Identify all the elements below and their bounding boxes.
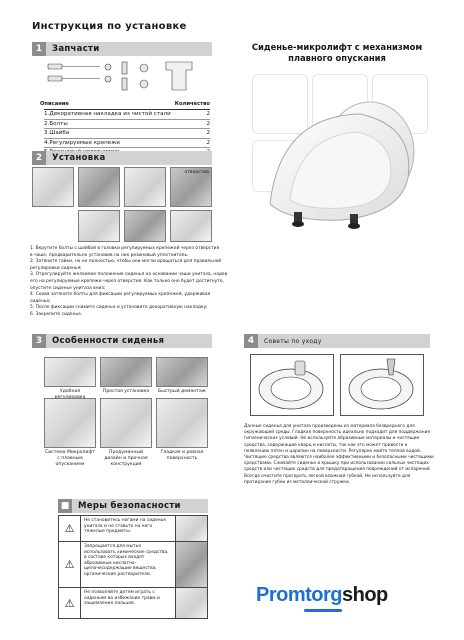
feature-caption: Удобная <box>59 389 81 394</box>
install-step-line: опустите сиденье унитаза вниз; <box>30 285 106 291</box>
install-step-line: 4. Снова затяните болты для фиксации регулируемых крепежей, удерживая сиденье; <box>30 292 211 304</box>
parts-row <box>44 139 210 149</box>
parts-drawing <box>40 58 200 98</box>
feature-caption: Быстрый демонтаж <box>158 389 206 394</box>
install-step-line: 3. Отрегулируйте желаемое положение сиденья на основании чаши унитаза, надев <box>30 272 228 278</box>
parts-row <box>44 120 210 130</box>
safety-table <box>58 515 208 619</box>
install-photo-4 <box>170 167 212 207</box>
install-photo-2 <box>78 167 120 207</box>
care-text-line: средств или чистящих средств для предотвращения повреждений от испарений. <box>244 467 432 473</box>
section-4-title: Советы по уходу <box>264 337 322 345</box>
safety-photo-1 <box>175 516 207 541</box>
hinge-right-base <box>348 223 360 229</box>
sponge <box>295 361 305 375</box>
section-2-header <box>32 151 212 165</box>
section-4-number: 4 <box>244 334 258 348</box>
install-photo-7 <box>170 210 212 242</box>
section-1-number: 1 <box>32 42 46 56</box>
install-photo-3 <box>124 167 166 207</box>
parts-table-header <box>40 101 210 107</box>
install-photo-5 <box>78 210 120 242</box>
install-step-line: его на регулируемые крепежи через отверстия. Как только оно будет достигнуто, <box>30 278 224 284</box>
safety-photo-2 <box>175 542 207 587</box>
brand-logo-part-1: Promtorg <box>256 584 342 606</box>
feature-photo-2 <box>100 357 152 387</box>
warning-icon: ⚠ <box>59 542 81 587</box>
hinge-right <box>350 214 358 224</box>
toilet-seat-illustration <box>250 96 430 236</box>
warning-icon: ⚠ <box>59 588 81 618</box>
safety-text: Запрещается для мытья использовать химические средства, в составе которых входят абразивные кислотно-щелочесодержащие вещества, органические растворители. <box>84 544 169 577</box>
hole-label: отверстие <box>184 170 209 175</box>
install-photo-6 <box>124 210 166 242</box>
install-step-line: регулировки сиденья; <box>30 265 82 271</box>
safety-row <box>59 588 207 618</box>
brand-logo <box>256 584 388 607</box>
seat-hinge <box>166 62 192 90</box>
part-qty: 2 <box>206 130 210 137</box>
feature-caption: Простая установка <box>102 389 150 394</box>
install-step-line: 2. Затяните гайки, но не полностью, чтобы они могли вращаться для правильной <box>30 259 222 265</box>
section-4-header <box>244 334 430 348</box>
care-text-line: Данные сиденья для унитаза произведены из материала безвредного для <box>244 424 415 429</box>
safety-row <box>59 542 207 588</box>
care-text-line: Чистящие средства являются наиболее эффективными и безопасными чистящими <box>244 455 434 461</box>
feature-photo-5 <box>100 398 152 448</box>
feature-caption: Система Микролифт с плавным опусканием <box>45 450 95 467</box>
part-name: 4.Регулируемые крепежи <box>44 139 120 146</box>
care-drawing-1 <box>251 355 333 415</box>
part-qty: 2 <box>206 111 210 117</box>
feature-caption: Продуманный дизайн и прочная конструкция <box>104 450 148 467</box>
bolt-head-1 <box>48 64 62 69</box>
parts-header-description: Описание <box>40 101 69 107</box>
section-3-number: 3 <box>32 334 46 348</box>
feature-photo-6 <box>156 398 208 448</box>
warning-icon: ⚠ <box>59 516 81 541</box>
safety-photo-3 <box>175 588 207 618</box>
fixture-2 <box>122 78 127 90</box>
product-title-line-2: плавного опускания <box>288 53 386 63</box>
section-3-title: Особенности сиденья <box>52 336 165 346</box>
care-text-line: Всегда очистите прогорать легкой влажной губкой. Не используйте для <box>244 473 411 479</box>
install-step-line: 5. После фиксации снимите сиденье и установите декоративную накладку; <box>30 305 208 311</box>
install-photo-1 <box>32 167 74 207</box>
washer-1 <box>105 64 111 70</box>
care-text-line: окружающей среды. Гладкая поверхность идеально подходит для поддержания <box>244 430 430 436</box>
feature-photo-3 <box>156 357 208 387</box>
page-title: Инструкция по установке <box>32 21 187 32</box>
install-step-line: в чаше, предварительно установив на них резиновый уплотнитель. <box>30 252 189 258</box>
section-2-number: 2 <box>32 151 46 165</box>
safety-header <box>58 499 208 513</box>
brand-logo-part-2: shop <box>342 584 388 606</box>
section-1-header <box>32 42 212 56</box>
bolt-head-2 <box>48 76 62 81</box>
part-name: 1.Декоративная накладка из чистой стали <box>44 111 171 117</box>
part-qty: 2 <box>206 139 210 146</box>
care-text-line: появлению пятен и царапин на поверхности. Регулярно мойте теплой водой. <box>244 448 422 454</box>
hinge-left <box>294 212 302 222</box>
feature-caption: Гладкая и ровная поверхность <box>160 450 204 461</box>
product-image <box>250 96 430 236</box>
part-name: 2.Болты <box>44 120 68 127</box>
feature-photo-4 <box>44 398 96 448</box>
product-title-line-1: Сиденье-микролифт с механизмом <box>251 42 423 52</box>
safety-row <box>59 516 207 542</box>
section-2-title: Установка <box>52 153 106 163</box>
safety-text: Не позволяйте детям играть с сиденьем во избежание травм и защемления пальцев. <box>84 590 160 607</box>
install-step-line: 1. Вкрутите болты с шайбой в головки регулируемых крепежей через отверстия <box>30 246 220 251</box>
care-illustration-2 <box>340 354 424 416</box>
product-title <box>242 42 432 64</box>
safety-text: Не становитесь ногами на сиденье унитаза и не ставьте на него тяжелые предметы. <box>84 518 166 535</box>
care-text-line: гигиенических условий. Не используйте абразивные материалы и чистящие <box>244 436 420 442</box>
seal-1 <box>140 64 148 72</box>
fixture-1 <box>122 62 127 74</box>
part-qty: 2 <box>206 120 210 127</box>
parts-header-quantity: Количество <box>174 101 210 107</box>
hinge-left-base <box>292 221 304 227</box>
seat-inner <box>271 377 311 401</box>
care-text <box>244 424 434 486</box>
section-3-header <box>32 334 212 348</box>
install-step-line: 6. Закрепите сиденье. <box>30 311 83 317</box>
care-text-line: средства, содержащие кварц и кислоты, так как это может привести к <box>244 442 408 448</box>
safety-icon: ■ <box>58 499 72 513</box>
section-1-title: Запчасти <box>52 44 100 54</box>
washer-2 <box>105 76 111 82</box>
safety-title: Меры безопасности <box>78 501 181 511</box>
brand-underline <box>304 609 342 612</box>
seat-inner <box>361 377 401 401</box>
parts-row <box>44 129 210 139</box>
install-steps <box>30 246 230 319</box>
care-text-line: средствами. Снимайте сиденье и крышку при использовании сильных чистящих <box>244 461 429 467</box>
care-drawing-2 <box>341 355 423 415</box>
parts-row <box>44 110 210 120</box>
feature-photo-1 <box>44 357 96 387</box>
seal-2 <box>140 80 148 88</box>
care-illustration-1 <box>250 354 334 416</box>
part-name: 3.Шайба <box>44 130 70 137</box>
care-text-line: протирания губки из металлической стружки. <box>244 479 351 485</box>
parts-diagram <box>40 58 200 98</box>
